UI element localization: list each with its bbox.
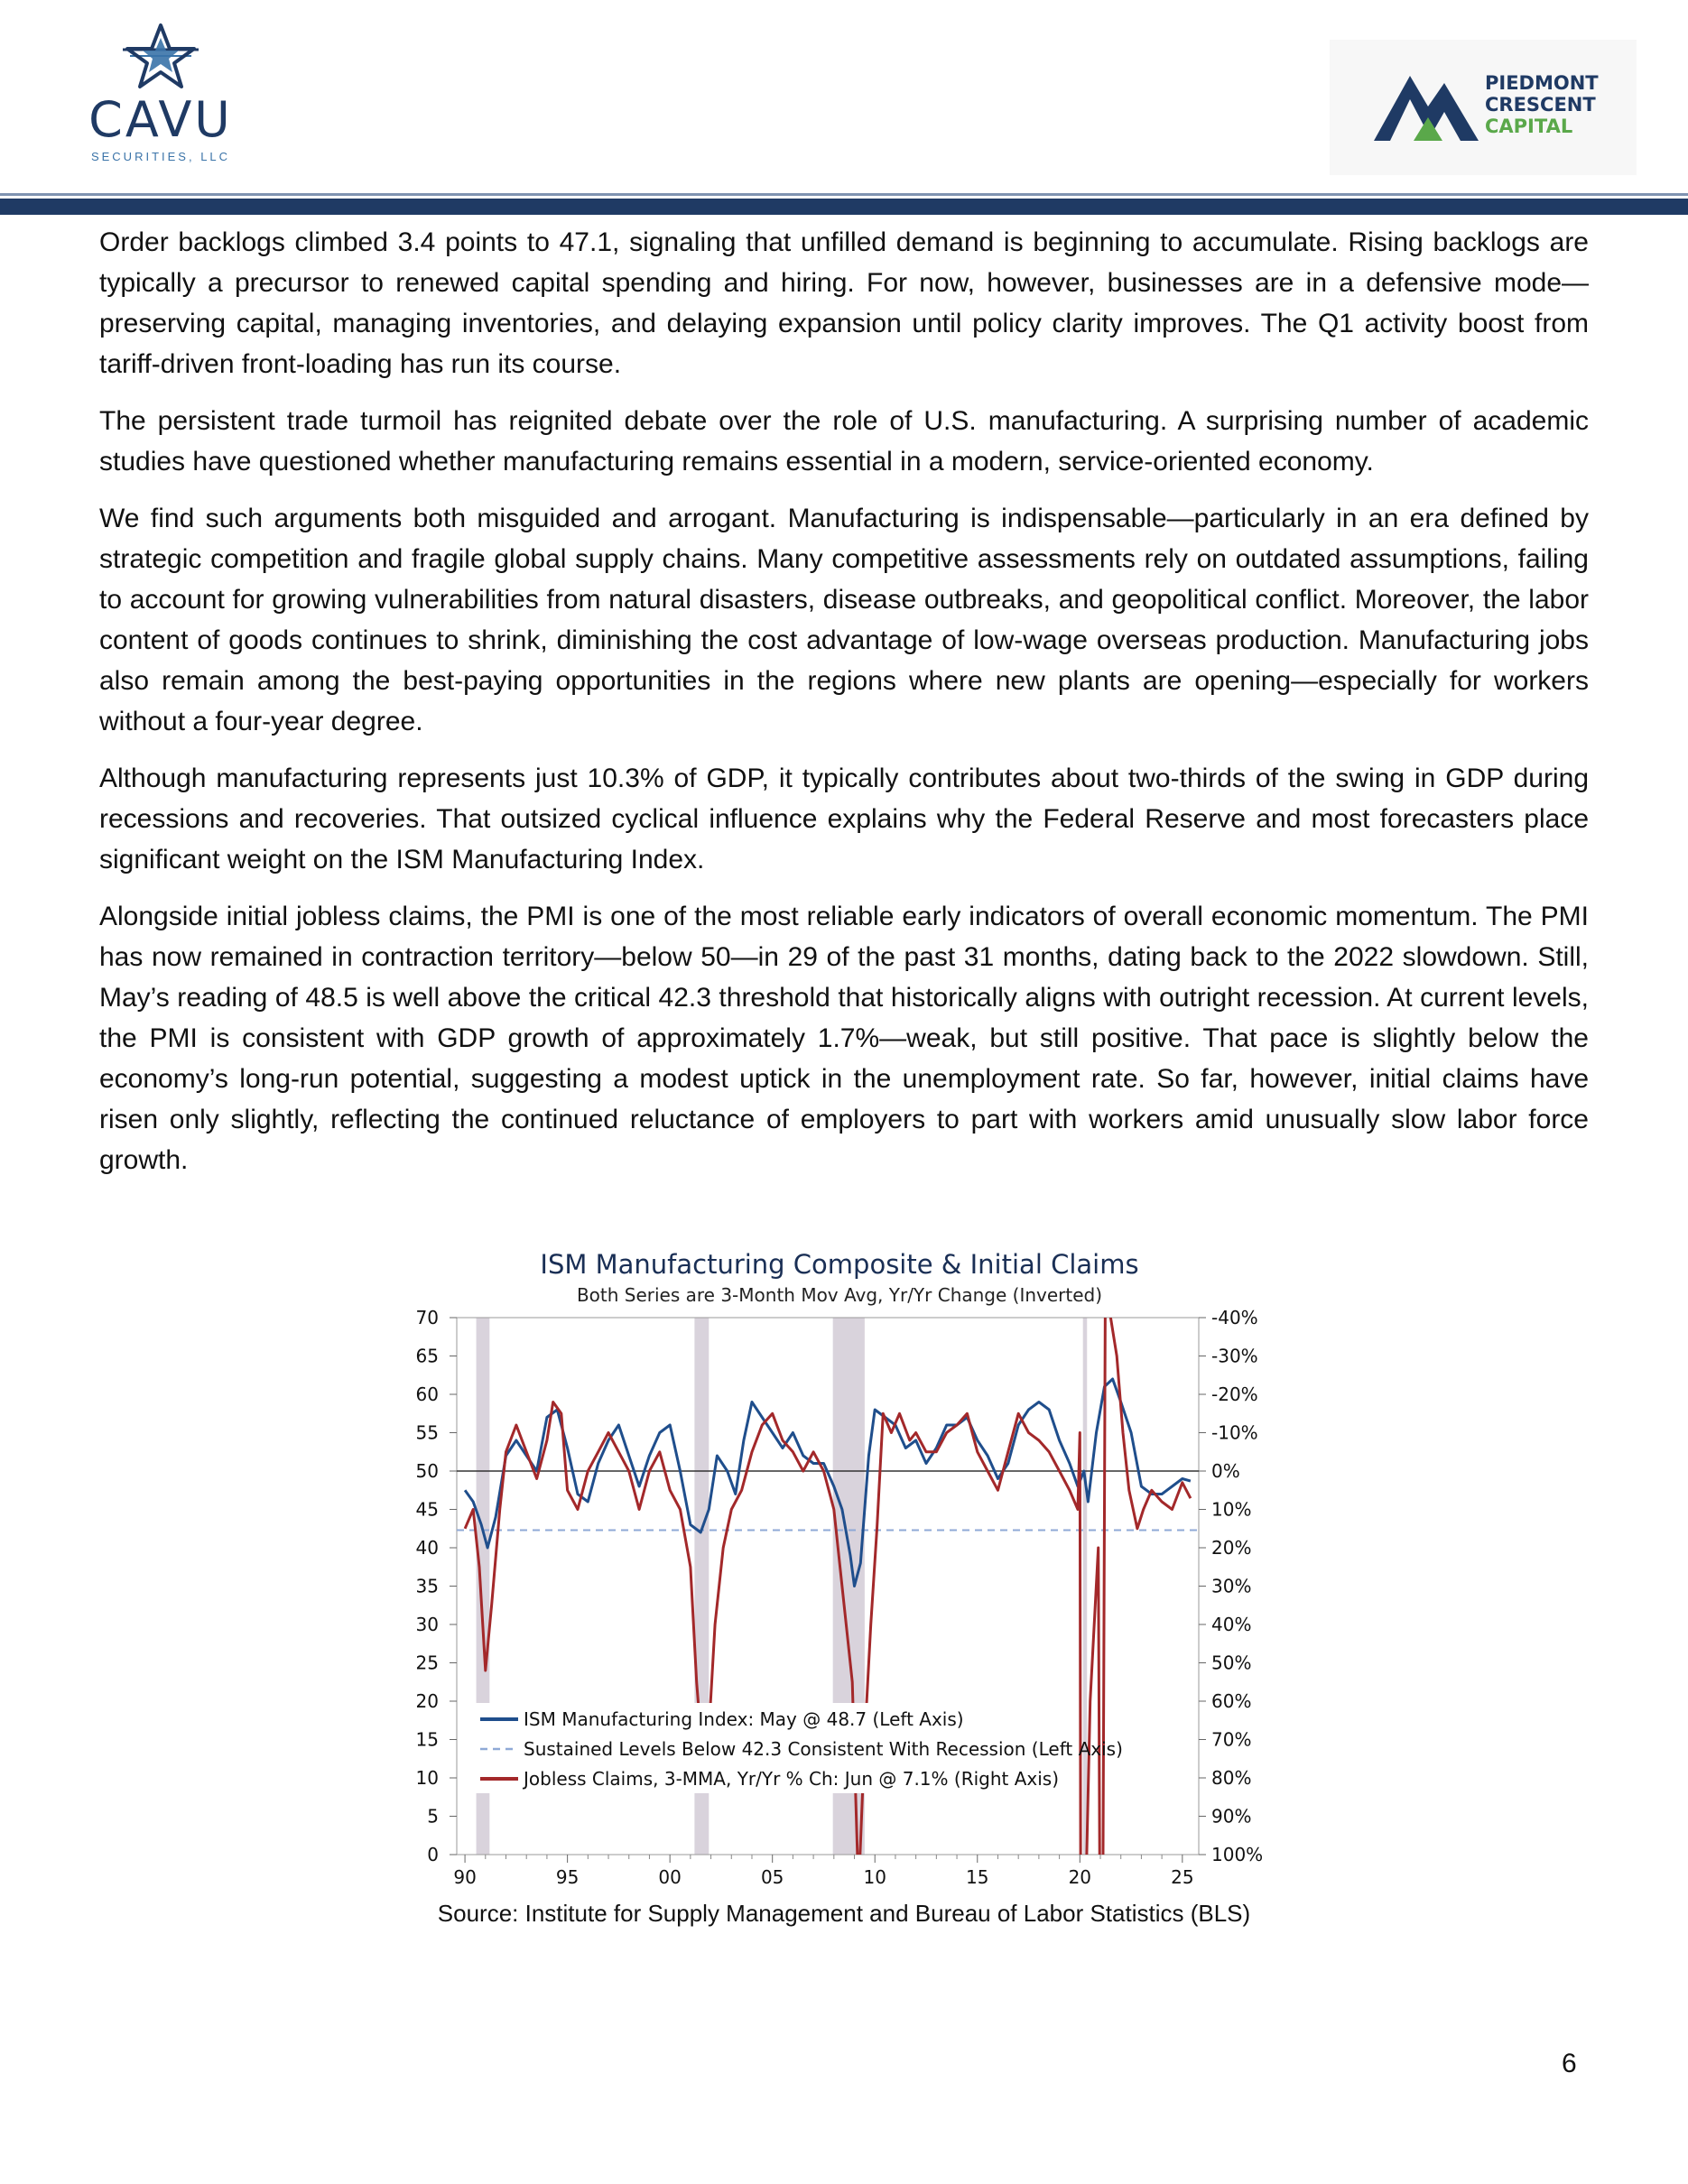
right-axis-tick-label: 80%	[1211, 1767, 1252, 1789]
left-axis-tick-label: 70	[415, 1307, 439, 1328]
paragraph: Although manufacturing represents just 10.3% of GDP, it typically contributes about two-thirds of the swing in GDP during recessions and recoveries. That outsized cyclical influence explains why the Federal Reserve and most forecasters place significant weight on the ISM Manufacturing Index.	[99, 763, 1589, 875]
pcc-wordmark	[1485, 72, 1599, 137]
right-axis-tick-label: 60%	[1211, 1690, 1252, 1712]
chart-title: ISM Manufacturing Composite & Initial Claims	[540, 1249, 1139, 1280]
chart-source: Source: Institute for Supply Management and Bureau of Labor Statistics (BLS)	[437, 1900, 1251, 1927]
chart-svg	[379, 1241, 1300, 1891]
paragraph: Alongside initial jobless claims, the PMI is one of the most reliable early indicators of overall economic momentum. The PMI has now remained in contraction territory—below 50—in 29 of the past 31 months, dating back to the 2022 slowdown. Still, May’s reading of 48.5 is well above the critical 42.3 threshold that historically aligns with outright recession. At current levels, the PMI is consistent with GDP growth of approximately 1.7%—weak, but still positive. That pace is slightly below the economy’s long-run potential, suggesting a modest uptick in the unemployment rate. So far, however, initial claims have risen only slightly, reflecting the continued reluctance of employers to part with workers amid unusually slow labor force growth.	[99, 902, 1589, 1175]
right-axis-tick-label: 70%	[1211, 1728, 1252, 1751]
left-axis-tick-label: 65	[415, 1345, 439, 1367]
right-axis-tick-label: 30%	[1211, 1575, 1252, 1597]
right-axis-tick-label: 100%	[1211, 1844, 1264, 1865]
left-axis-tick-label: 45	[415, 1498, 439, 1521]
left-axis-tick-label: 0	[427, 1844, 439, 1865]
pcc-line-2: CRESCENT	[1485, 94, 1596, 116]
left-axis-tick-label: 40	[415, 1537, 439, 1559]
paragraph: Order backlogs climbed 3.4 points to 47.1, signaling that unfilled demand is beginning to accumulate. Rising backlogs are typically a precursor to renewed capital spending and hiring. For now, however, businesses are in a defensive mode—preserving capital, managing inventories, and delaying expansion until policy clarity improves. The Q1 activity boost from tariff-driven front-loading has run its course.	[99, 227, 1589, 379]
pcc-line-3: CAPITAL	[1485, 116, 1573, 137]
x-axis-tick-label: 90	[453, 1866, 477, 1888]
pcc-line-1: PIEDMONT	[1485, 72, 1599, 94]
x-axis-tick-label: 25	[1171, 1866, 1194, 1888]
right-axis-tick-label: -10%	[1211, 1421, 1258, 1444]
x-axis-tick-label: 05	[760, 1866, 784, 1888]
right-axis-tick-label: 10%	[1211, 1498, 1252, 1521]
right-axis-tick-label: -30%	[1211, 1345, 1258, 1367]
ism-claims-chart	[379, 1241, 1300, 1940]
left-axis-tick-label: 10	[415, 1767, 439, 1789]
x-axis-tick-label: 00	[658, 1866, 682, 1888]
right-axis-tick-label: -40%	[1211, 1307, 1258, 1328]
legend-label-claims: Jobless Claims, 3-MMA, Yr/Yr % Ch: Jun @ 7.1% (Right Axis)	[524, 1768, 1060, 1790]
cavu-subtitle: SECURITIES, LLC	[90, 150, 231, 163]
legend-label-ism: ISM Manufacturing Index: May @ 48.7 (Left Axis)	[524, 1708, 964, 1730]
right-axis-tick-label: 20%	[1211, 1537, 1252, 1559]
paragraph: The persistent trade turmoil has reignited debate over the role of U.S. manufacturing. A surprising number of academic studies have questioned whether manufacturing remains essential in a modern, service-oriented economy.	[99, 406, 1589, 477]
left-axis-tick-label: 20	[415, 1690, 439, 1712]
star-icon	[79, 22, 242, 94]
left-axis-tick-label: 30	[415, 1614, 439, 1635]
left-axis-tick-label: 25	[415, 1652, 439, 1674]
left-axis-tick-label: 5	[427, 1805, 439, 1828]
left-axis-tick-label: 50	[415, 1460, 439, 1482]
right-axis-tick-label: -20%	[1211, 1384, 1258, 1405]
right-axis-tick-label: 90%	[1211, 1805, 1252, 1828]
chart-subtitle: Both Series are 3-Month Mov Avg, Yr/Yr Change (Inverted)	[576, 1284, 1103, 1306]
body-text	[99, 222, 1589, 1197]
cavu-logo	[79, 22, 242, 166]
recession-band	[1083, 1318, 1088, 1855]
header-divider-band	[0, 199, 1688, 215]
left-axis-tick-label: 15	[415, 1728, 439, 1751]
right-axis-tick-label: 40%	[1211, 1614, 1252, 1635]
legend	[468, 1703, 1123, 1793]
piedmont-crescent-logo	[1330, 40, 1637, 175]
paragraph: We find such arguments both misguided and arrogant. Manufacturing is indispensable—particularly in an era defined by strategic competition and fragile global supply chains. Many competitive assessments rely on outdated assumptions, failing to account for growing vulnerabilities from natural disasters, disease outbreaks, and geopolitical conflict. Moreover, the labor content of goods continues to shrink, diminishing the cost advantage of low-wage overseas production. Manufacturing jobs also remain among the best-paying opportunities in the regions where new plants are opening—especially for workers without a four-year degree.	[99, 504, 1589, 736]
left-axis-tick-label: 55	[415, 1421, 439, 1444]
x-axis-tick-label: 20	[1068, 1866, 1092, 1888]
left-axis-tick-label: 35	[415, 1575, 439, 1597]
right-axis-tick-label: 0%	[1211, 1460, 1240, 1482]
legend-label-recession-level: Sustained Levels Below 42.3 Consistent With Recession (Left Axis)	[524, 1738, 1123, 1760]
x-axis-tick-label: 15	[966, 1866, 989, 1888]
left-axis-tick-label: 60	[415, 1384, 439, 1405]
cavu-wordmark: CAVU	[88, 91, 233, 148]
mountain-icon	[1372, 65, 1480, 146]
right-axis-tick-label: 50%	[1211, 1652, 1252, 1674]
x-axis-tick-label: 95	[555, 1866, 580, 1888]
page-header	[0, 0, 1688, 199]
x-axis-tick-label: 10	[863, 1866, 886, 1888]
page-number: 6	[1562, 2049, 1577, 2078]
header-divider-thin	[0, 193, 1688, 196]
